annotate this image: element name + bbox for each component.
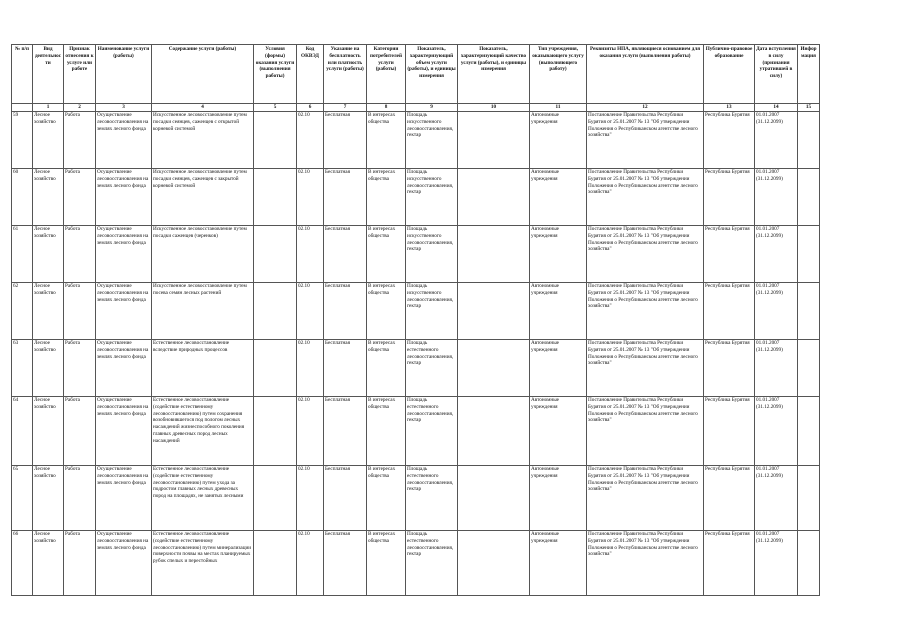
col-header-num: № п/п — [12, 45, 33, 104]
volume-cell: Площадь естественного лесовосстановления, гектар — [406, 397, 458, 466]
column-number: 1 — [33, 104, 64, 112]
conditions-cell — [254, 169, 297, 226]
row-number: 66 — [12, 531, 33, 596]
payment-cell: Бесплатная — [324, 397, 367, 466]
info-cell — [798, 169, 820, 226]
date-cell: 01.01.2007 (31.12.2099) — [755, 466, 798, 531]
sign-cell: Работа — [64, 226, 96, 283]
service-name-cell: Осуществление лесовосстановления на землях лесного фонда — [96, 283, 152, 340]
npa-cell: Постановление Правительства Республики Бурятия от 25.01.2007 № 13 "Об утверждении Положения о Республиканском агентстве лесного хозяйства" — [587, 466, 704, 531]
date-cell: 01.01.2007 (31.12.2099) — [755, 397, 798, 466]
public-entity-cell: Республика Бурятия — [704, 466, 755, 531]
okved-cell: 02.10 — [297, 397, 324, 466]
inst-type-cell: Автономные учреждения — [530, 466, 587, 531]
consumers-cell: В интересах общества — [367, 466, 406, 531]
column-number: 6 — [297, 104, 324, 112]
okved-cell: 02.10 — [297, 169, 324, 226]
content-cell: Искусственное лесовосстановление путем посева семян лесных растений — [152, 283, 254, 340]
npa-cell: Постановление Правительства Республики Бурятия от 25.01.2007 № 13 "Об утверждении Положения о Республиканском агентстве лесного хозяйства" — [587, 531, 704, 596]
date-cell: 01.01.2007 (31.12.2099) — [755, 340, 798, 397]
quality-cell — [458, 226, 530, 283]
payment-cell: Бесплатная — [324, 466, 367, 531]
npa-cell: Постановление Правительства Республики Бурятия от 25.01.2007 № 13 "Об утверждении Положения о Республиканском агентстве лесного хозяйства" — [587, 226, 704, 283]
consumers-cell: В интересах общества — [367, 283, 406, 340]
inst-type-cell: Автономные учреждения — [530, 397, 587, 466]
content-cell: Естественное лесовосстановление (содействие естественному лесовосстановлению) путем сохранения возобновившегося под пологом лесных насаждений жизнеспособного поколения главных древесных пород лесных насаждений — [152, 397, 254, 466]
inst-type-cell: Автономные учреждения — [530, 226, 587, 283]
info-cell — [798, 112, 820, 169]
date-cell: 01.01.2007 (31.12.2099) — [755, 531, 798, 596]
table-row — [12, 226, 820, 283]
table-row — [12, 112, 820, 169]
content-cell: Искусственное лесовосстановление путем посадки сеянцев, саженцев с открытой корневой системой — [152, 112, 254, 169]
npa-cell: Постановление Правительства Республики Бурятия от 25.01.2007 № 13 "Об утверждении Положения о Республиканском агентстве лесного хозяйства" — [587, 283, 704, 340]
npa-cell: Постановление Правительства Республики Бурятия от 25.01.2007 № 13 "Об утверждении Положения о Республиканском агентстве лесного хозяйства" — [587, 340, 704, 397]
quality-cell — [458, 283, 530, 340]
public-entity-cell: Республика Бурятия — [704, 531, 755, 596]
payment-cell: Бесплатная — [324, 283, 367, 340]
registry-sheet — [11, 44, 819, 596]
sign-cell: Работа — [64, 112, 96, 169]
col-header-volume: Показатель, характеризующий объем услуги (работы), и единицы измерения — [406, 45, 458, 104]
okved-cell: 02.10 — [297, 340, 324, 397]
activity-cell: Лесное хозяйство — [33, 531, 64, 596]
col-header-consumers: Категории потребителей услуги (работы) — [367, 45, 406, 104]
okved-cell: 02.10 — [297, 112, 324, 169]
inst-type-cell: Автономные учреждения — [530, 283, 587, 340]
column-number: 15 — [798, 104, 820, 112]
col-header-quality: Показатель, характеризующий качество услуги (работы), и единицы измерения — [458, 45, 530, 104]
quality-cell — [458, 112, 530, 169]
column-number-row — [12, 104, 820, 112]
inst-type-cell: Автономные учреждения — [530, 112, 587, 169]
row-number: 61 — [12, 226, 33, 283]
payment-cell: Бесплатная — [324, 169, 367, 226]
quality-cell — [458, 531, 530, 596]
activity-cell: Лесное хозяйство — [33, 226, 64, 283]
col-header-sign: Признак отнесения к услуге или работе — [64, 45, 96, 104]
date-cell: 01.01.2007 (31.12.2099) — [755, 283, 798, 340]
activity-cell: Лесное хозяйство — [33, 340, 64, 397]
column-number: 2 — [64, 104, 96, 112]
quality-cell — [458, 340, 530, 397]
activity-cell: Лесное хозяйство — [33, 112, 64, 169]
service-name-cell: Осуществление лесовосстановления на землях лесного фонда — [96, 466, 152, 531]
consumers-cell: В интересах общества — [367, 531, 406, 596]
public-entity-cell: Республика Бурятия — [704, 112, 755, 169]
table-row — [12, 466, 820, 531]
col-header-okved: Код ОКВЭД — [297, 45, 324, 104]
public-entity-cell: Республика Бурятия — [704, 340, 755, 397]
table-row — [12, 340, 820, 397]
payment-cell: Бесплатная — [324, 112, 367, 169]
sign-cell: Работа — [64, 169, 96, 226]
activity-cell: Лесное хозяйство — [33, 397, 64, 466]
inst-type-cell: Автономные учреждения — [530, 531, 587, 596]
column-number: 3 — [96, 104, 152, 112]
okved-cell: 02.10 — [297, 531, 324, 596]
col-header-date: Дата вступления в силу (признания утратившей в силу) — [755, 45, 798, 104]
volume-cell: Площадь искусственного лесовосстановления, гектар — [406, 283, 458, 340]
sign-cell: Работа — [64, 531, 96, 596]
service-name-cell: Осуществление лесовосстановления на землях лесного фонда — [96, 340, 152, 397]
column-number: 7 — [324, 104, 367, 112]
column-number: 11 — [530, 104, 587, 112]
column-number: 13 — [704, 104, 755, 112]
column-number: 9 — [406, 104, 458, 112]
table-row — [12, 169, 820, 226]
col-header-payment: Указание на бесплатность или платность услуги (работы) — [324, 45, 367, 104]
date-cell: 01.01.2007 (31.12.2099) — [755, 112, 798, 169]
content-cell: Искусственное лесовосстановление путем посадки саженцев (черенков) — [152, 226, 254, 283]
row-number: 59 — [12, 112, 33, 169]
col-header-name: Наименование услуги (работы) — [96, 45, 152, 104]
payment-cell: Бесплатная — [324, 226, 367, 283]
info-cell — [798, 226, 820, 283]
npa-cell: Постановление Правительства Республики Бурятия от 25.01.2007 № 13 "Об утверждении Положения о Республиканском агентстве лесного хозяйства" — [587, 169, 704, 226]
conditions-cell — [254, 112, 297, 169]
service-name-cell: Осуществление лесовосстановления на землях лесного фонда — [96, 397, 152, 466]
table-row — [12, 531, 820, 596]
row-number: 64 — [12, 397, 33, 466]
volume-cell: Площадь искусственного лесовосстановления, гектар — [406, 169, 458, 226]
consumers-cell: В интересах общества — [367, 169, 406, 226]
col-header-npa: Реквизиты НПА, являющиеся основанием для оказания услуги (выполнения работы) — [587, 45, 704, 104]
date-cell: 01.01.2007 (31.12.2099) — [755, 169, 798, 226]
content-cell: Искусственное лесовосстановление путем посадки сеянцев, саженцев с закрытой корневой системой — [152, 169, 254, 226]
consumers-cell: В интересах общества — [367, 226, 406, 283]
row-number: 63 — [12, 340, 33, 397]
public-entity-cell: Республика Бурятия — [704, 397, 755, 466]
public-entity-cell: Республика Бурятия — [704, 283, 755, 340]
okved-cell: 02.10 — [297, 283, 324, 340]
sign-cell: Работа — [64, 340, 96, 397]
volume-cell: Площадь искусственного лесовосстановления, гектар — [406, 112, 458, 169]
column-number: 5 — [254, 104, 297, 112]
table-row — [12, 397, 820, 466]
header-row — [12, 45, 820, 104]
column-number: 12 — [587, 104, 704, 112]
volume-cell: Площадь естественного лесовосстановления, гектар — [406, 340, 458, 397]
service-name-cell: Осуществление лесовосстановления на землях лесного фонда — [96, 112, 152, 169]
npa-cell: Постановление Правительства Республики Бурятия от 25.01.2007 № 13 "Об утверждении Положения о Республиканском агентстве лесного хозяйства" — [587, 397, 704, 466]
consumers-cell: В интересах общества — [367, 340, 406, 397]
conditions-cell — [254, 397, 297, 466]
column-number: 10 — [458, 104, 530, 112]
activity-cell: Лесное хозяйство — [33, 283, 64, 340]
date-cell: 01.01.2007 (31.12.2099) — [755, 226, 798, 283]
okved-cell: 02.10 — [297, 226, 324, 283]
row-number: 60 — [12, 169, 33, 226]
col-header-inst-type: Тип учреждения, оказывающего услугу (выполняющего работу) — [530, 45, 587, 104]
sign-cell: Работа — [64, 397, 96, 466]
col-header-info: Информация — [798, 45, 820, 104]
col-header-content: Содержание услуги (работы) — [152, 45, 254, 104]
conditions-cell — [254, 466, 297, 531]
consumers-cell: В интересах общества — [367, 112, 406, 169]
npa-cell: Постановление Правительства Республики Бурятия от 25.01.2007 № 13 "Об утверждении Положения о Республиканском агентстве лесного хозяйства" — [587, 112, 704, 169]
column-number: 8 — [367, 104, 406, 112]
row-number: 62 — [12, 283, 33, 340]
payment-cell: Бесплатная — [324, 531, 367, 596]
service-name-cell: Осуществление лесовосстановления на землях лесного фонда — [96, 169, 152, 226]
public-entity-cell: Республика Бурятия — [704, 226, 755, 283]
info-cell — [798, 340, 820, 397]
content-cell: Естественное лесовосстановление (содействие естественному лесовосстановлению) путем ухода за подростом главных лесных древесных пород на площадях, не занятых лесными — [152, 466, 254, 531]
info-cell — [798, 397, 820, 466]
conditions-cell — [254, 226, 297, 283]
quality-cell — [458, 397, 530, 466]
inst-type-cell: Автономные учреждения — [530, 169, 587, 226]
activity-cell: Лесное хозяйство — [33, 466, 64, 531]
sign-cell: Работа — [64, 283, 96, 340]
quality-cell — [458, 169, 530, 226]
row-number: 65 — [12, 466, 33, 531]
column-number — [12, 104, 33, 112]
service-name-cell: Осуществление лесовосстановления на землях лесного фонда — [96, 226, 152, 283]
services-table — [11, 44, 820, 596]
volume-cell: Площадь естественного лесовосстановления, гектар — [406, 531, 458, 596]
volume-cell: Площадь искусственного лесовосстановления, гектар — [406, 226, 458, 283]
volume-cell: Площадь естественного лесовосстановления, гектар — [406, 466, 458, 531]
info-cell — [798, 466, 820, 531]
sign-cell: Работа — [64, 466, 96, 531]
service-name-cell: Осуществление лесовосстановления на землях лесного фонда — [96, 531, 152, 596]
payment-cell: Бесплатная — [324, 340, 367, 397]
public-entity-cell: Республика Бурятия — [704, 169, 755, 226]
table-row — [12, 283, 820, 340]
quality-cell — [458, 466, 530, 531]
column-number: 14 — [755, 104, 798, 112]
col-header-public-entity: Публично-правовое образование — [704, 45, 755, 104]
col-header-activity: Вид деятельности — [33, 45, 64, 104]
column-number: 4 — [152, 104, 254, 112]
inst-type-cell: Автономные учреждения — [530, 340, 587, 397]
conditions-cell — [254, 531, 297, 596]
consumers-cell: В интересах общества — [367, 397, 406, 466]
conditions-cell — [254, 340, 297, 397]
content-cell: Естественное лесовосстановление вследствие природных процессов — [152, 340, 254, 397]
info-cell — [798, 531, 820, 596]
activity-cell: Лесное хозяйство — [33, 169, 64, 226]
col-header-conditions: Условия (формы) оказания услуги (выполнения работы) — [254, 45, 297, 104]
okved-cell: 02.10 — [297, 466, 324, 531]
info-cell — [798, 283, 820, 340]
conditions-cell — [254, 283, 297, 340]
content-cell: Естественное лесовосстановление (содействие естественному лесовосстановлению) путем минерализации поверхности почвы на местах планируемых рубок спелых и перестойных — [152, 531, 254, 596]
